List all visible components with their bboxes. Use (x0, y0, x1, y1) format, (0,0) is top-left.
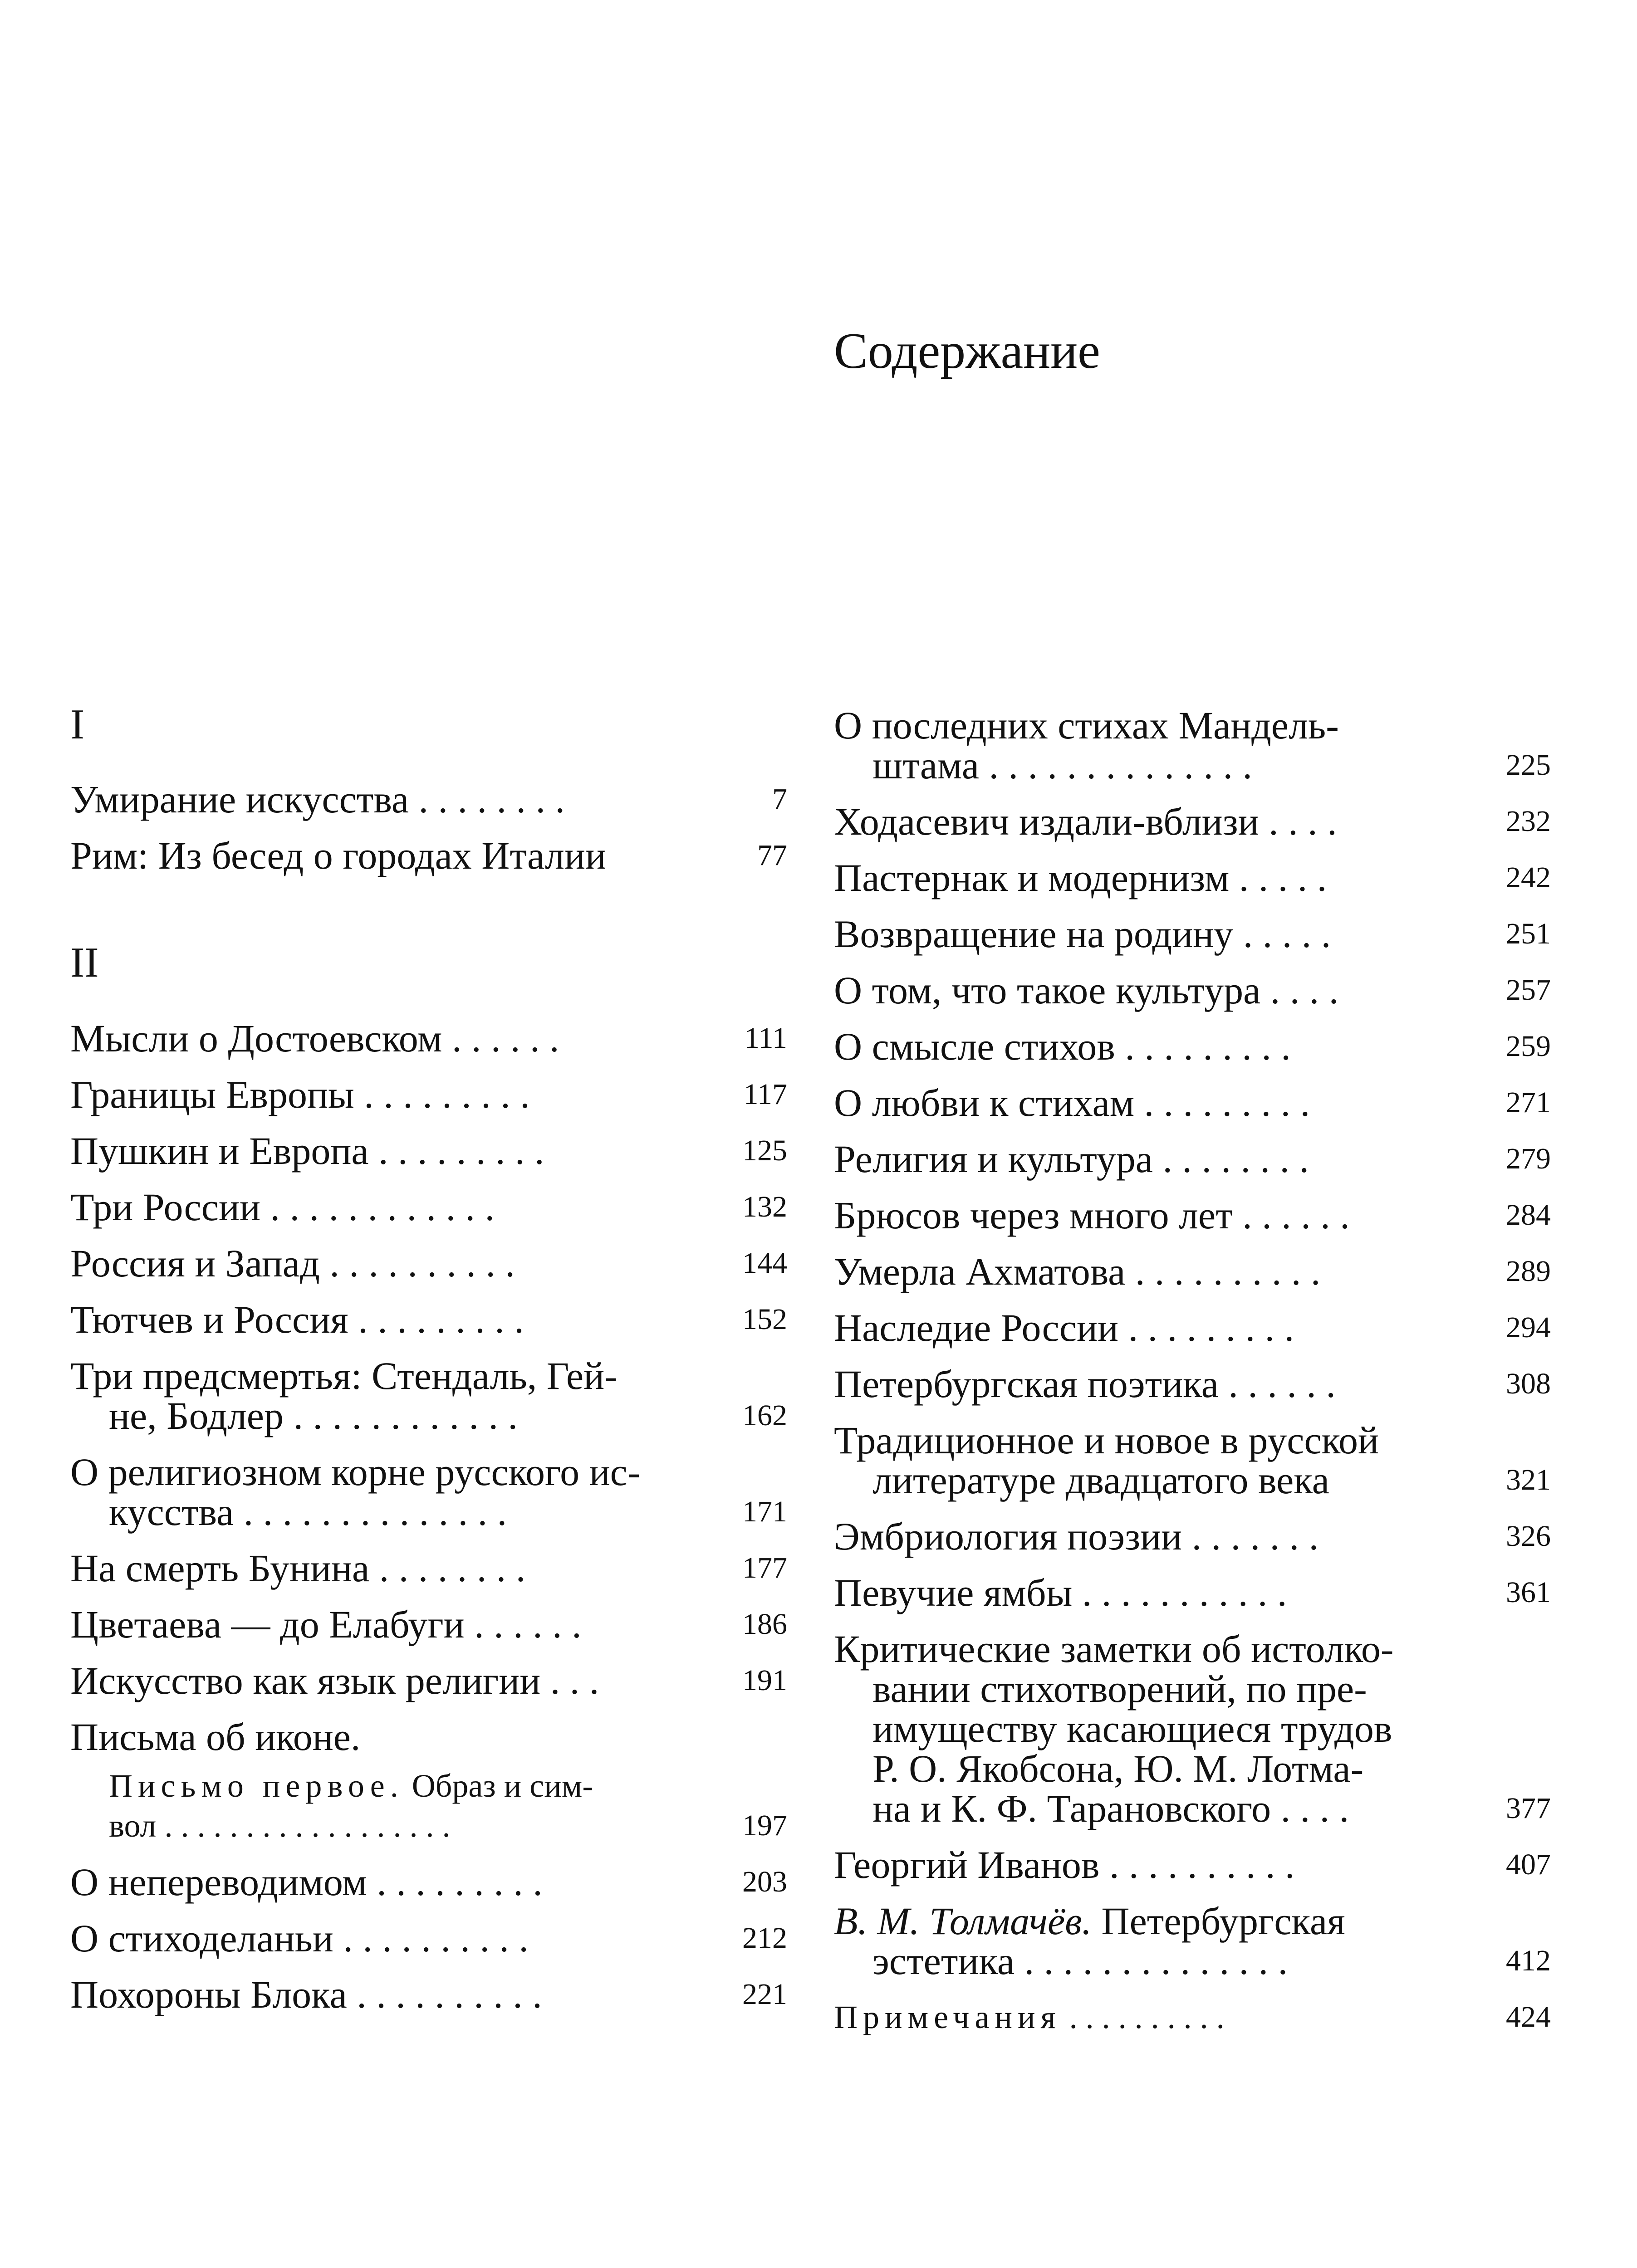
entry-page: 294 (1506, 1311, 1551, 1344)
toc-entry (834, 1251, 1551, 1291)
toc-entry (70, 1300, 787, 1339)
toc-entry (70, 1548, 787, 1588)
entry-page: 162 (742, 1399, 787, 1432)
entry-page: 221 (742, 1978, 787, 2011)
section-mark-i: I (70, 701, 85, 748)
entry-title-line: Традиционное и новое в русской (834, 1418, 1379, 1462)
entry-page: 259 (1506, 1030, 1551, 1063)
entry-title: Похороны Блока . . . . . . . . . . (70, 1973, 542, 2016)
toc-entry (834, 1573, 1551, 1613)
toc-entry (834, 1901, 1551, 1981)
entry-title: О любви к стихам . . . . . . . . . (834, 1081, 1310, 1124)
entry-title: Россия и Запад . . . . . . . . . . (70, 1242, 515, 1285)
toc-entry (834, 914, 1551, 954)
entry-title: Петербургская поэтика . . . . . . (834, 1362, 1336, 1406)
toc-entry (834, 1845, 1551, 1885)
entry-page: 361 (1506, 1576, 1551, 1609)
entry-page: 251 (1506, 917, 1551, 950)
entry-title: Наследие России . . . . . . . . . (834, 1306, 1294, 1349)
toc-entry (70, 1766, 787, 1846)
entry-title: О том, что такое культура . . . . (834, 968, 1339, 1012)
toc-entry (70, 1604, 787, 1644)
entry-title-line: Три предсмертья: Стендаль, Гей- (70, 1354, 618, 1398)
toc-entry (834, 1308, 1551, 1348)
entry-title: Ходасевич издали-вблизи . . . . (834, 800, 1337, 843)
toc-entry (834, 1629, 1551, 1828)
toc-entry (70, 1918, 787, 1958)
entry-page: 186 (742, 1608, 787, 1641)
toc-entry (70, 1075, 787, 1114)
entry-title-line: Р. О. Якобсона, Ю. М. Лотма- (872, 1747, 1364, 1790)
toc-entry (70, 1243, 787, 1283)
entry-title: Умирание искусства . . . . . . . . (70, 777, 565, 821)
section-mark-ii: II (70, 939, 99, 986)
entry-title-line: имуществу касающиеся трудов (872, 1707, 1392, 1750)
entry-author: В. М. Толмачёв. (834, 1899, 1092, 1943)
toc-entry (834, 858, 1551, 898)
toc-entry (834, 1420, 1551, 1500)
entry-page: 7 (772, 782, 787, 816)
entry-title: Брюсов через много лет . . . . . . (834, 1193, 1350, 1237)
entry-title: О непереводимом . . . . . . . . . (70, 1860, 543, 1904)
entry-page: 412 (1506, 1944, 1551, 1977)
entry-title: Пушкин и Европа . . . . . . . . . (70, 1129, 544, 1173)
entry-page: 424 (1506, 2000, 1551, 2033)
entry-title-line: О последних стихах Мандель- (834, 704, 1339, 747)
entry-title-line: не, Бодлер . . . . . . . . . . . . (109, 1394, 518, 1437)
entry-page: 242 (1506, 861, 1551, 894)
entry-title-line: О религиозном корне русского ис- (70, 1450, 641, 1494)
entry-title-rest: Образ и сим- (403, 1768, 593, 1804)
entry-title: О стиходеланьи . . . . . . . . . . (70, 1916, 529, 1960)
entry-title: На смерть Бунина . . . . . . . . (70, 1546, 526, 1590)
toc-entry (834, 1364, 1551, 1404)
entry-title-line: литературе двадцатого века (872, 1458, 1329, 1502)
entry-page: 177 (742, 1551, 787, 1584)
entry-page: 232 (1506, 805, 1551, 838)
entry-title-line: вол . . . . . . . . . . . . . . . . . . (109, 1808, 451, 1844)
toc-entry (70, 1661, 787, 1701)
entry-page: 132 (742, 1190, 787, 1223)
entry-page: 308 (1506, 1367, 1551, 1400)
entry-page: 407 (1506, 1848, 1551, 1881)
toc-left-column (70, 703, 787, 2031)
entry-title: Певучие ямбы . . . . . . . . . . . (834, 1571, 1287, 1614)
entry-title-spaced: Письмо первое. (109, 1768, 404, 1804)
entry-page: 191 (742, 1664, 787, 1697)
entry-title-line: эстетика . . . . . . . . . . . . . . (872, 1939, 1288, 1983)
entry-title: Мысли о Достоевском . . . . . . (70, 1017, 559, 1060)
entry-title-line: на и К. Ф. Тарановского . . . . (872, 1787, 1349, 1830)
entry-page: 203 (742, 1865, 787, 1898)
toc-entry (70, 1018, 787, 1058)
entry-page: 284 (1506, 1198, 1551, 1232)
toc-entry (834, 1026, 1551, 1066)
entry-title-line: штама . . . . . . . . . . . . . . (872, 743, 1253, 787)
entry-page: 152 (742, 1303, 787, 1336)
entry-page: 377 (1506, 1792, 1551, 1825)
entry-title: Тютчев и Россия . . . . . . . . . (70, 1298, 524, 1341)
entry-page: 279 (1506, 1142, 1551, 1175)
entry-page: 321 (1506, 1463, 1551, 1496)
entry-title: Рим: Из бесед о городах Италии (70, 834, 606, 877)
entry-title-rest: . . . . . . . . . . (1061, 1999, 1225, 2035)
toc-entry (834, 1516, 1551, 1556)
entry-title-rest: Петербургская (1092, 1899, 1345, 1943)
entry-page: 111 (744, 1022, 787, 1055)
entry-title: Умерла Ахматова . . . . . . . . . . (834, 1250, 1321, 1293)
entry-title: Пастернак и модернизм . . . . . (834, 856, 1327, 899)
toc-entry (70, 1862, 787, 1902)
toc-entry (70, 1717, 787, 1757)
entry-page: 326 (1506, 1520, 1551, 1553)
toc-right-column (834, 705, 1551, 2053)
toc-entry (70, 1187, 787, 1227)
entry-title: О смысле стихов . . . . . . . . . (834, 1025, 1291, 1068)
entry-title: Эмбриология поэзии . . . . . . . (834, 1515, 1319, 1558)
entry-page: 117 (743, 1078, 787, 1111)
toc-entry (834, 705, 1551, 785)
entry-page: 125 (742, 1134, 787, 1167)
entry-title-line: вании стихотворений, по пре- (872, 1667, 1367, 1711)
entry-page: 77 (757, 839, 787, 872)
toc-entry (70, 1975, 787, 2014)
entry-title: Границы Европы . . . . . . . . . (70, 1073, 530, 1116)
entry-page: 144 (742, 1246, 787, 1280)
entry-title: Религия и культура . . . . . . . . (834, 1137, 1309, 1181)
entry-title-line: кусства . . . . . . . . . . . . . . (109, 1490, 507, 1534)
entry-title: Георгий Иванов . . . . . . . . . . (834, 1843, 1295, 1887)
entry-title: Цветаева — до Елабуги . . . . . . (70, 1603, 582, 1646)
toc-entry (834, 1195, 1551, 1235)
entry-page: 212 (742, 1921, 787, 1955)
entry-page: 225 (1506, 748, 1551, 782)
toc-entry (70, 1131, 787, 1171)
page-title: Содержание (834, 323, 1100, 379)
toc-entry (70, 1452, 787, 1532)
toc-entry (834, 1997, 1551, 2037)
entry-title: Возвращение на родину . . . . . (834, 912, 1331, 956)
entry-title: Три России . . . . . . . . . . . . (70, 1185, 495, 1229)
toc-entry (834, 970, 1551, 1010)
entry-page: 289 (1506, 1255, 1551, 1288)
toc-entry (834, 802, 1551, 841)
toc-entry (834, 1083, 1551, 1123)
toc-entry (834, 1139, 1551, 1179)
toc-entry (70, 1356, 787, 1436)
toc-entry (70, 779, 787, 819)
entry-page: 171 (742, 1495, 787, 1528)
entry-title-line: Критические заметки об истолко- (834, 1627, 1394, 1671)
entry-title-spaced: Примечания (834, 1999, 1061, 2035)
entry-title: Искусство как язык религии . . . (70, 1659, 599, 1702)
toc-entry (70, 836, 787, 875)
entry-page: 271 (1506, 1086, 1551, 1119)
entry-page: 257 (1506, 973, 1551, 1007)
entry-title: Письма об иконе. (70, 1715, 361, 1759)
entry-page: 197 (742, 1809, 787, 1842)
